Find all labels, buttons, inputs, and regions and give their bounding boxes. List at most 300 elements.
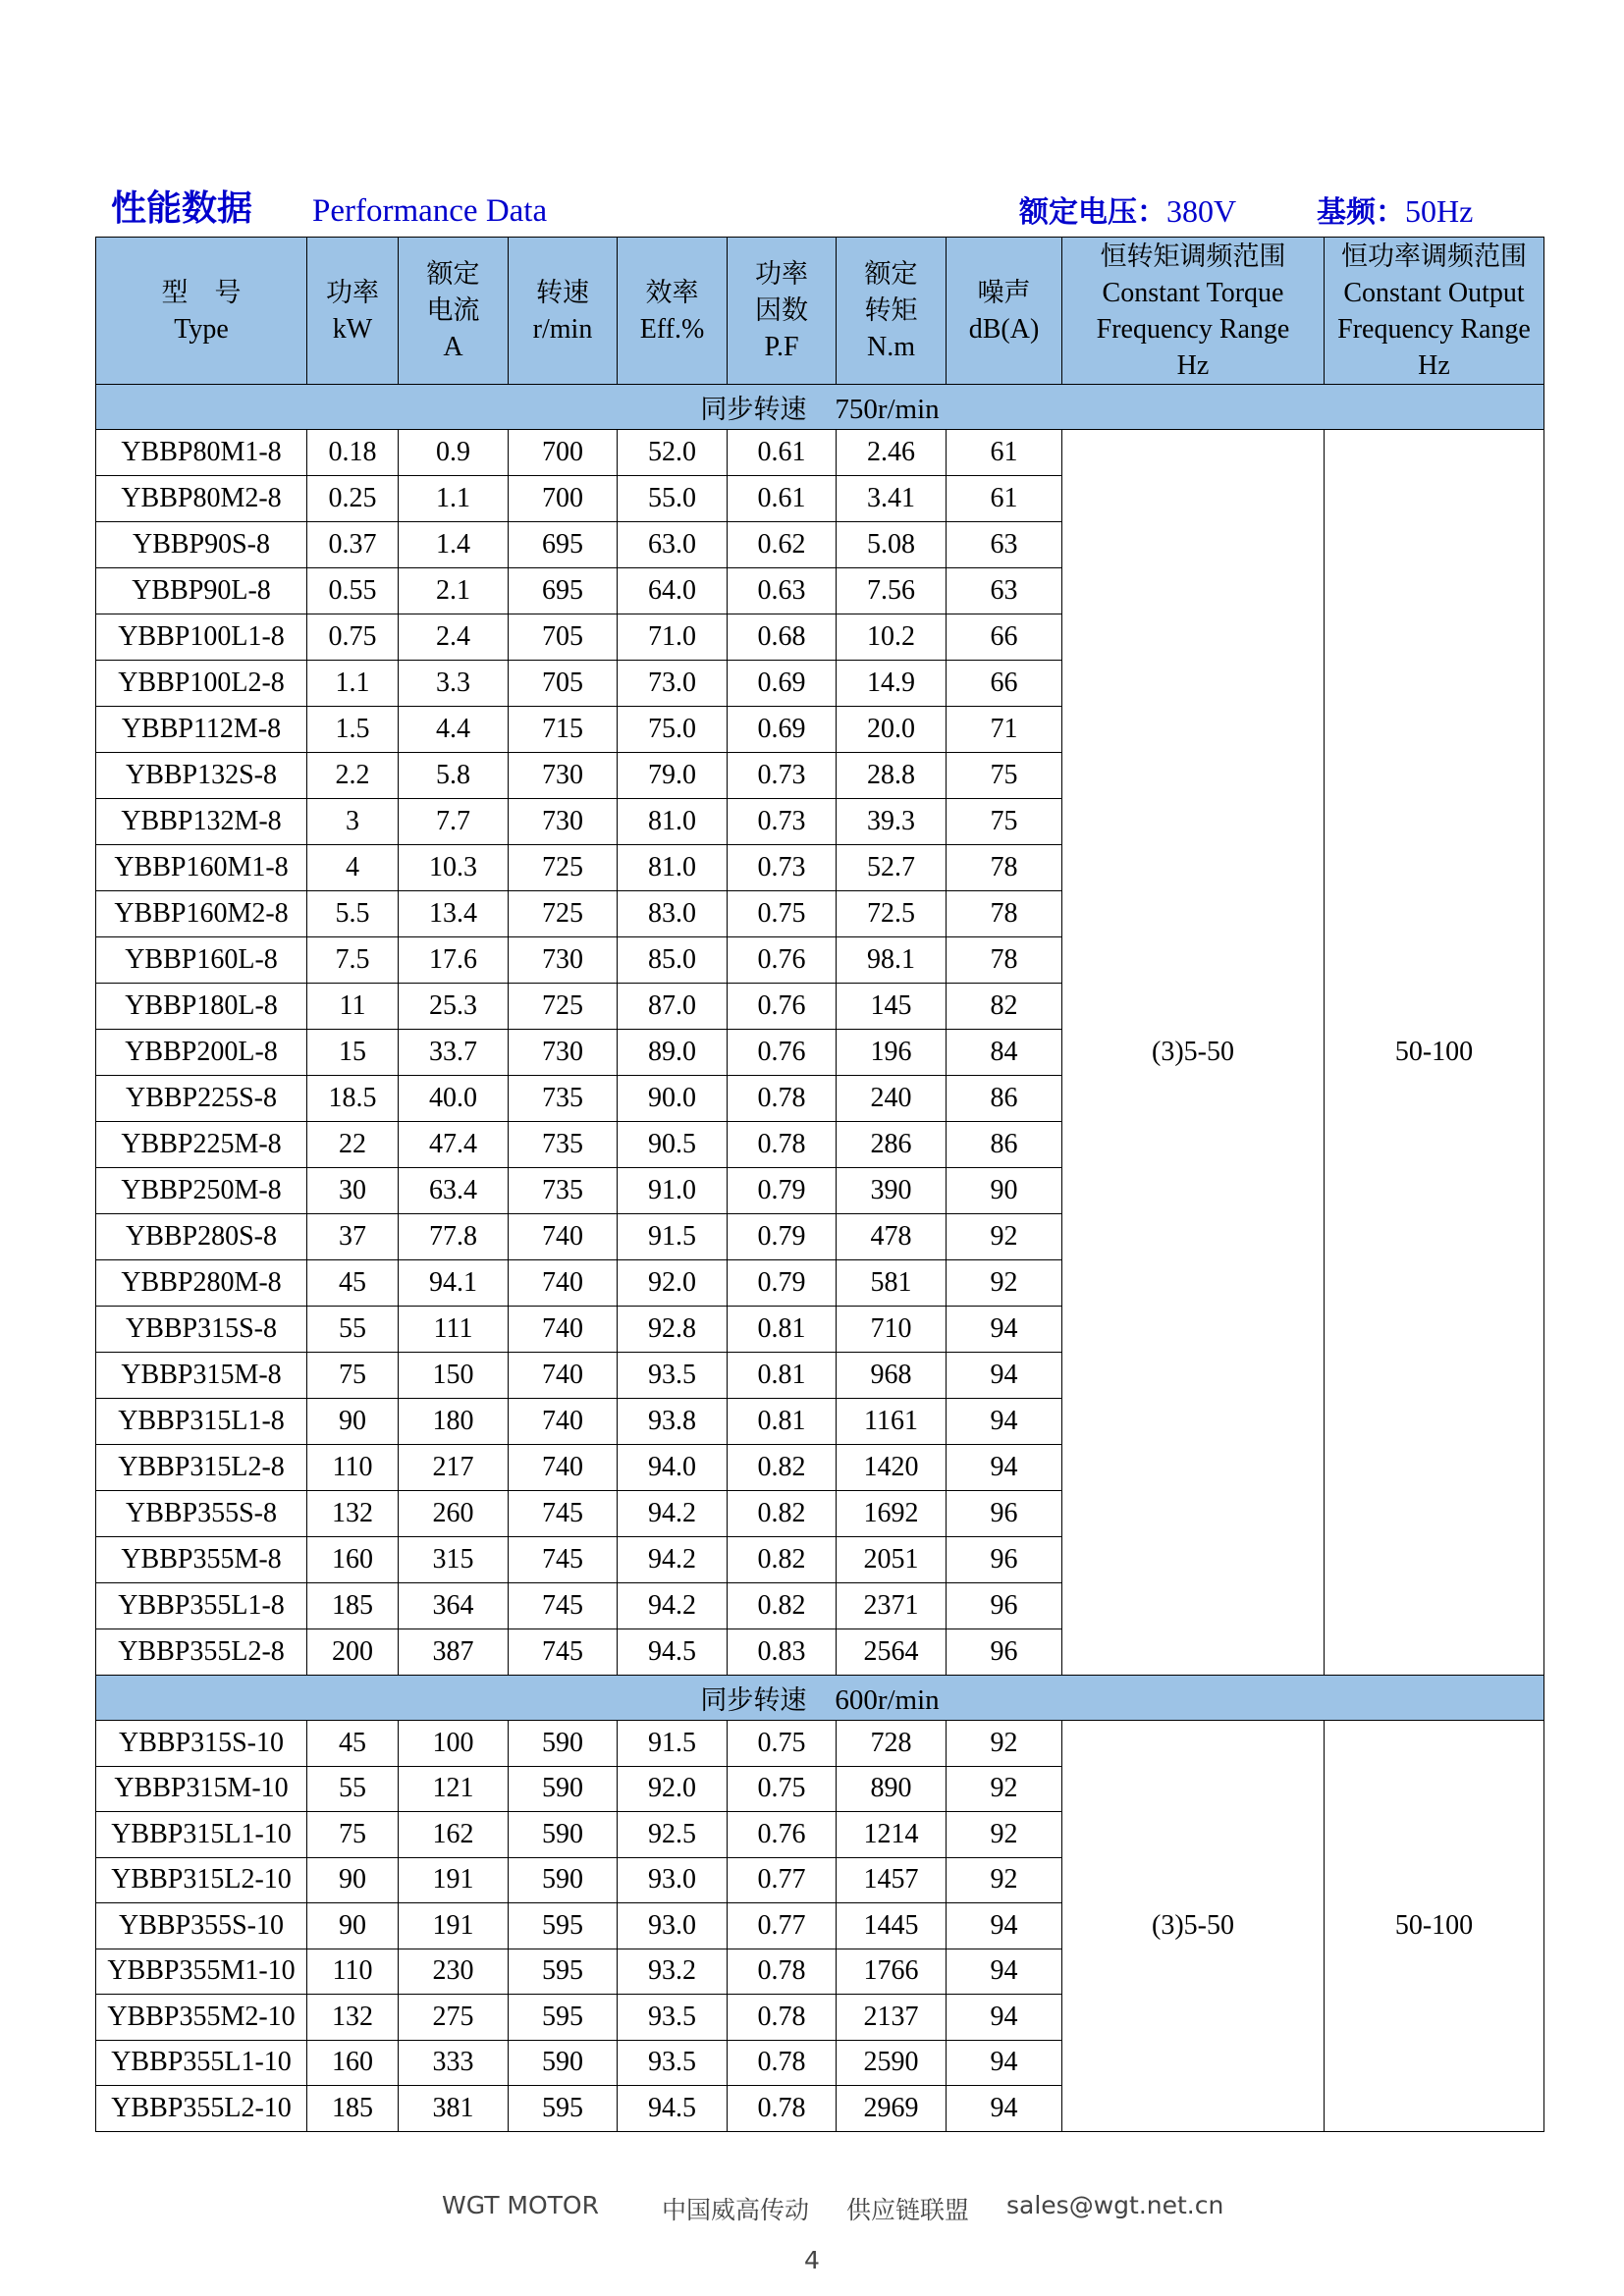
table-cell: 81.0 (618, 845, 728, 891)
table-cell: 275 (399, 1995, 509, 2041)
table-cell: 78 (947, 845, 1062, 891)
col-efficiency: 效率 Eff.% (618, 238, 728, 385)
base-frequency-label: 基频： (1317, 195, 1405, 230)
table-cell: YBBP90S-8 (96, 522, 307, 568)
table-cell: 191 (399, 1857, 509, 1903)
table-cell: 45 (307, 1721, 399, 1767)
table-cell: 590 (509, 1766, 618, 1812)
table-cell: 740 (509, 1214, 618, 1260)
table-cell: 0.78 (728, 2040, 837, 2086)
table-cell: 0.73 (728, 799, 837, 845)
table-cell: 0.77 (728, 1857, 837, 1903)
table-cell: 0.76 (728, 984, 837, 1030)
constant-output-range-value: 50-100 (1325, 430, 1544, 1676)
table-cell: 0.75 (728, 891, 837, 937)
table-cell: 94.5 (618, 1629, 728, 1676)
table-cell: 0.61 (728, 430, 837, 476)
page-title-en: Performance Data (312, 193, 548, 229)
table-cell: 52.7 (837, 845, 947, 891)
table-cell: 94 (947, 1307, 1062, 1353)
table-cell: 93.0 (618, 1857, 728, 1903)
table-cell: 90.5 (618, 1122, 728, 1168)
table-cell: 40.0 (399, 1076, 509, 1122)
table-cell: 725 (509, 984, 618, 1030)
table-cell: 315 (399, 1537, 509, 1583)
table-cell: 740 (509, 1399, 618, 1445)
table-cell: 94.1 (399, 1260, 509, 1307)
table-cell: 90 (947, 1168, 1062, 1214)
table-cell: 73.0 (618, 661, 728, 707)
table-cell: 191 (399, 1903, 509, 1949)
table-cell: 91.5 (618, 1214, 728, 1260)
table-cell: YBBP160M2-8 (96, 891, 307, 937)
col-speed: 转速 r/min (509, 238, 618, 385)
table-cell: 590 (509, 1721, 618, 1767)
table-cell: 1161 (837, 1399, 947, 1445)
table-cell: 0.75 (728, 1766, 837, 1812)
table-cell: 110 (307, 1949, 399, 1995)
table-cell: 94 (947, 1445, 1062, 1491)
table-cell: 92.0 (618, 1766, 728, 1812)
table-cell: YBBP112M-8 (96, 707, 307, 753)
table-cell: 87.0 (618, 984, 728, 1030)
table-cell: YBBP315L1-8 (96, 1399, 307, 1445)
table-cell: 745 (509, 1583, 618, 1629)
table-cell: 63.4 (399, 1168, 509, 1214)
table-cell: 83.0 (618, 891, 728, 937)
table-cell: 94 (947, 1399, 1062, 1445)
table-cell: 745 (509, 1491, 618, 1537)
footer-alliance: 供应链联盟 (846, 2196, 970, 2224)
table-cell: 52.0 (618, 430, 728, 476)
table-cell: 63 (947, 568, 1062, 614)
table-cell: YBBP315L1-10 (96, 1812, 307, 1858)
table-cell: 0.81 (728, 1307, 837, 1353)
table-cell: 0.82 (728, 1445, 837, 1491)
table-cell: 387 (399, 1629, 509, 1676)
constant-output-range-value: 50-100 (1325, 1721, 1544, 2132)
table-cell: 5.8 (399, 753, 509, 799)
table-cell: 0.78 (728, 1122, 837, 1168)
table-cell: 695 (509, 568, 618, 614)
table-cell: 745 (509, 1629, 618, 1676)
table-cell: 0.69 (728, 661, 837, 707)
table-cell: 2969 (837, 2086, 947, 2132)
table-cell: 39.3 (837, 799, 947, 845)
table-cell: 17.6 (399, 937, 509, 984)
table-cell: 200 (307, 1629, 399, 1676)
table-cell: YBBP315L2-10 (96, 1857, 307, 1903)
table-cell: 1214 (837, 1812, 947, 1858)
table-cell: 0.81 (728, 1399, 837, 1445)
table-cell: 93.5 (618, 2040, 728, 2086)
table-cell: 90 (307, 1857, 399, 1903)
table-cell: 20.0 (837, 707, 947, 753)
table-cell: 93.5 (618, 1353, 728, 1399)
table-cell: 725 (509, 845, 618, 891)
table-cell: 5.5 (307, 891, 399, 937)
table-cell: 0.25 (307, 476, 399, 522)
table-cell: 45 (307, 1260, 399, 1307)
footer-brand: WGT MOTOR (442, 2191, 599, 2219)
table-cell: YBBP80M2-8 (96, 476, 307, 522)
table-cell: YBBP280M-8 (96, 1260, 307, 1307)
table-cell: 132 (307, 1995, 399, 2041)
table-cell: 595 (509, 1995, 618, 2041)
table-cell: 81.0 (618, 799, 728, 845)
table-cell: 0.78 (728, 2086, 837, 2132)
table-cell: 91.0 (618, 1168, 728, 1214)
table-cell: 84 (947, 1030, 1062, 1076)
table-cell: 1.5 (307, 707, 399, 753)
table-cell: 14.9 (837, 661, 947, 707)
table-cell: 79.0 (618, 753, 728, 799)
table-cell: 286 (837, 1122, 947, 1168)
table-cell: 590 (509, 2040, 618, 2086)
table-cell: 0.77 (728, 1903, 837, 1949)
table-cell: YBBP132M-8 (96, 799, 307, 845)
col-type: 型 号 Type (96, 238, 307, 385)
table-cell: YBBP355S-10 (96, 1903, 307, 1949)
table-cell: YBBP315M-10 (96, 1766, 307, 1812)
table-cell: 1445 (837, 1903, 947, 1949)
table-cell: 1457 (837, 1857, 947, 1903)
table-cell: YBBP225S-8 (96, 1076, 307, 1122)
table-cell: 0.76 (728, 1030, 837, 1076)
page-title-cn: 性能数据 (111, 188, 253, 229)
table-cell: 2.2 (307, 753, 399, 799)
table-cell: 2.1 (399, 568, 509, 614)
col-constant-output-range: 恒功率调频范围 Constant Output Frequency Range Hz (1325, 238, 1544, 385)
table-cell: 145 (837, 984, 947, 1030)
table-cell: 2051 (837, 1537, 947, 1583)
table-cell: 10.3 (399, 845, 509, 891)
table-cell: 740 (509, 1353, 618, 1399)
table-cell: 75 (947, 799, 1062, 845)
col-current: 额定 电流 A (399, 238, 509, 385)
table-cell: 710 (837, 1307, 947, 1353)
table-cell: 90 (307, 1399, 399, 1445)
table-cell: YBBP315M-8 (96, 1353, 307, 1399)
table-cell: 0.37 (307, 522, 399, 568)
table-cell: 94.2 (618, 1583, 728, 1629)
footer (0, 2191, 1624, 2226)
table-cell: 217 (399, 1445, 509, 1491)
page-number: 4 (804, 2246, 820, 2274)
table-cell: 595 (509, 1903, 618, 1949)
table-cell: 94 (947, 2040, 1062, 2086)
table-cell: 92 (947, 1721, 1062, 1767)
table-cell: 700 (509, 430, 618, 476)
table-cell: 64.0 (618, 568, 728, 614)
table-cell: 0.68 (728, 614, 837, 661)
table-cell: YBBP160L-8 (96, 937, 307, 984)
table-cell: 91.5 (618, 1721, 728, 1767)
footer-email[interactable]: sales@wgt.net.cn (1006, 2191, 1224, 2219)
table-cell: 94 (947, 1903, 1062, 1949)
table-cell: 5.08 (837, 522, 947, 568)
table-cell: 89.0 (618, 1030, 728, 1076)
table-cell: 2590 (837, 2040, 947, 2086)
col-constant-torque-range: 恒转矩调频范围 Constant Torque Frequency Range Hz (1062, 238, 1325, 385)
table-cell: 745 (509, 1537, 618, 1583)
table-cell: 0.79 (728, 1168, 837, 1214)
table-cell: 61 (947, 430, 1062, 476)
table-cell: 0.83 (728, 1629, 837, 1676)
table-cell: 92.8 (618, 1307, 728, 1353)
table-cell: 75 (307, 1812, 399, 1858)
footer-company: 中国威高传动 (662, 2196, 810, 2224)
table-cell: 92 (947, 1260, 1062, 1307)
table-cell: 4.4 (399, 707, 509, 753)
table-row (96, 430, 1544, 476)
table-cell: 61 (947, 476, 1062, 522)
table-cell: 96 (947, 1537, 1062, 1583)
table-cell: 740 (509, 1260, 618, 1307)
table-cell: 94 (947, 1353, 1062, 1399)
table-cell: 160 (307, 1537, 399, 1583)
table-cell: 71 (947, 707, 1062, 753)
table-cell: 93.5 (618, 1995, 728, 2041)
table-cell: 75.0 (618, 707, 728, 753)
table-cell: 728 (837, 1721, 947, 1767)
table-cell: 98.1 (837, 937, 947, 984)
table-cell: 121 (399, 1766, 509, 1812)
table-cell: 47.4 (399, 1122, 509, 1168)
table-cell: 92 (947, 1812, 1062, 1858)
table-cell: 390 (837, 1168, 947, 1214)
table-cell: 478 (837, 1214, 947, 1260)
constant-torque-range-value: (3)5-50 (1062, 430, 1325, 1676)
table-cell: 90.0 (618, 1076, 728, 1122)
table-cell: 92 (947, 1766, 1062, 1812)
table-cell: 730 (509, 753, 618, 799)
table-cell: 11 (307, 984, 399, 1030)
table-cell: 4 (307, 845, 399, 891)
table-cell: 725 (509, 891, 618, 937)
table-cell: YBBP100L2-8 (96, 661, 307, 707)
table-cell: 260 (399, 1491, 509, 1537)
base-frequency (1317, 188, 1473, 236)
table-cell: YBBP355M-8 (96, 1537, 307, 1583)
table-cell: YBBP225M-8 (96, 1122, 307, 1168)
table-cell: 55 (307, 1307, 399, 1353)
table-cell: YBBP80M1-8 (96, 430, 307, 476)
table-cell: 0.82 (728, 1583, 837, 1629)
table-cell: 111 (399, 1307, 509, 1353)
title-row (111, 187, 1507, 232)
table-cell: 0.76 (728, 1812, 837, 1858)
table-cell: YBBP200L-8 (96, 1030, 307, 1076)
table-cell: 10.2 (837, 614, 947, 661)
table-cell: 33.7 (399, 1030, 509, 1076)
table-cell: 735 (509, 1076, 618, 1122)
constant-torque-range-value: (3)5-50 (1062, 1721, 1325, 2132)
table-cell: 0.55 (307, 568, 399, 614)
table-cell: 78 (947, 891, 1062, 937)
table-cell: 94.2 (618, 1491, 728, 1537)
table-cell: 0.81 (728, 1353, 837, 1399)
table-cell: 0.63 (728, 568, 837, 614)
table-cell: 700 (509, 476, 618, 522)
table-cell: 581 (837, 1260, 947, 1307)
section-label: 同步转速 600r/min (96, 1676, 1544, 1721)
table-cell: 0.73 (728, 845, 837, 891)
table-cell: 162 (399, 1812, 509, 1858)
table-cell: 22 (307, 1122, 399, 1168)
table-cell: 0.78 (728, 1949, 837, 1995)
table-cell: 735 (509, 1122, 618, 1168)
table-cell: YBBP355L1-10 (96, 2040, 307, 2086)
table-cell: 1766 (837, 1949, 947, 1995)
table-cell: 7.5 (307, 937, 399, 984)
table-cell: 55.0 (618, 476, 728, 522)
table-cell: 730 (509, 1030, 618, 1076)
col-power: 功率 kW (307, 238, 399, 385)
table-cell: 63.0 (618, 522, 728, 568)
table-cell: 66 (947, 614, 1062, 661)
table-cell: 90 (307, 1903, 399, 1949)
table-cell: 3.3 (399, 661, 509, 707)
table-cell: 92 (947, 1857, 1062, 1903)
table-cell: 2.4 (399, 614, 509, 661)
table-cell: YBBP355S-8 (96, 1491, 307, 1537)
table-cell: 63 (947, 522, 1062, 568)
table-cell: 735 (509, 1168, 618, 1214)
table-cell: 25.3 (399, 984, 509, 1030)
table-header-row (96, 238, 1544, 385)
table-cell: 2.46 (837, 430, 947, 476)
table-cell: 3.41 (837, 476, 947, 522)
table-cell: 72.5 (837, 891, 947, 937)
table-cell: 196 (837, 1030, 947, 1076)
table-cell: 381 (399, 2086, 509, 2132)
col-torque: 额定 转矩 N.m (837, 238, 947, 385)
rated-voltage-value: 380V (1166, 193, 1237, 229)
table-cell: 78 (947, 937, 1062, 984)
table-cell: 0.69 (728, 707, 837, 753)
table-cell: 730 (509, 937, 618, 984)
rated-voltage (1019, 188, 1236, 236)
performance-table (95, 237, 1544, 2132)
table-cell: YBBP355L2-8 (96, 1629, 307, 1676)
table-cell: 0.79 (728, 1260, 837, 1307)
table-cell: 92.0 (618, 1260, 728, 1307)
table-cell: 715 (509, 707, 618, 753)
table-cell: 94.2 (618, 1537, 728, 1583)
table-cell: YBBP100L1-8 (96, 614, 307, 661)
table-cell: 595 (509, 2086, 618, 2132)
section-label: 同步转速 750r/min (96, 385, 1544, 430)
table-cell: 92.5 (618, 1812, 728, 1858)
table-cell: 96 (947, 1583, 1062, 1629)
table-cell: 890 (837, 1766, 947, 1812)
table-cell: YBBP180L-8 (96, 984, 307, 1030)
table-cell: 595 (509, 1949, 618, 1995)
table-cell: 0.79 (728, 1214, 837, 1260)
table-cell: 333 (399, 2040, 509, 2086)
rated-voltage-label: 额定电压： (1019, 195, 1166, 230)
col-noise: 噪声 dB(A) (947, 238, 1062, 385)
table-cell: 86 (947, 1076, 1062, 1122)
table-cell: 132 (307, 1491, 399, 1537)
table-cell: 0.82 (728, 1537, 837, 1583)
table-cell: 96 (947, 1629, 1062, 1676)
table-cell: 30 (307, 1168, 399, 1214)
table-cell: 7.7 (399, 799, 509, 845)
table-cell: 66 (947, 661, 1062, 707)
table-cell: YBBP315S-10 (96, 1721, 307, 1767)
table-cell: 86 (947, 1122, 1062, 1168)
table-cell: 94 (947, 2086, 1062, 2132)
table-cell: 180 (399, 1399, 509, 1445)
table-cell: 94.5 (618, 2086, 728, 2132)
table-cell: 705 (509, 614, 618, 661)
table-cell: YBBP90L-8 (96, 568, 307, 614)
table-cell: 0.78 (728, 1995, 837, 2041)
table-cell: 0.82 (728, 1491, 837, 1537)
table-cell: 968 (837, 1353, 947, 1399)
table-cell: 28.8 (837, 753, 947, 799)
table-cell: 55 (307, 1766, 399, 1812)
table-cell: YBBP315L2-8 (96, 1445, 307, 1491)
table-cell: 185 (307, 1583, 399, 1629)
col-power-factor: 功率 因数 P.F (728, 238, 837, 385)
section-header-row (96, 385, 1544, 430)
table-cell: 2564 (837, 1629, 947, 1676)
table-cell: 2137 (837, 1995, 947, 2041)
table-cell: 0.61 (728, 476, 837, 522)
table-cell: 160 (307, 2040, 399, 2086)
table-cell: 75 (307, 1353, 399, 1399)
table-cell: 18.5 (307, 1076, 399, 1122)
table-cell: 590 (509, 1812, 618, 1858)
table-cell: 77.8 (399, 1214, 509, 1260)
base-frequency-value: 50Hz (1405, 193, 1474, 229)
table-cell: 1.1 (307, 661, 399, 707)
table-cell: 150 (399, 1353, 509, 1399)
table-cell: 7.56 (837, 568, 947, 614)
table-cell: YBBP355L2-10 (96, 2086, 307, 2132)
table-cell: 13.4 (399, 891, 509, 937)
table-cell: 0.73 (728, 753, 837, 799)
table-cell: 94 (947, 1995, 1062, 2041)
table-cell: 92 (947, 1214, 1062, 1260)
table-cell: 71.0 (618, 614, 728, 661)
table-cell: 1420 (837, 1445, 947, 1491)
table-cell: 93.2 (618, 1949, 728, 1995)
table-cell: YBBP160M1-8 (96, 845, 307, 891)
table-cell: 2371 (837, 1583, 947, 1629)
table-cell: 0.18 (307, 430, 399, 476)
table-cell: 0.75 (307, 614, 399, 661)
table-cell: 15 (307, 1030, 399, 1076)
table-cell: YBBP315S-8 (96, 1307, 307, 1353)
table-cell: 1.1 (399, 476, 509, 522)
table-cell: YBBP132S-8 (96, 753, 307, 799)
table-cell: 0.62 (728, 522, 837, 568)
table-cell: 590 (509, 1857, 618, 1903)
table-cell: 705 (509, 661, 618, 707)
table-cell: YBBP355M2-10 (96, 1995, 307, 2041)
table-cell: YBBP280S-8 (96, 1214, 307, 1260)
table-cell: YBBP355L1-8 (96, 1583, 307, 1629)
table-cell: 230 (399, 1949, 509, 1995)
table-cell: 0.78 (728, 1076, 837, 1122)
table-cell: 740 (509, 1307, 618, 1353)
table-cell: 75 (947, 753, 1062, 799)
table-cell: 185 (307, 2086, 399, 2132)
